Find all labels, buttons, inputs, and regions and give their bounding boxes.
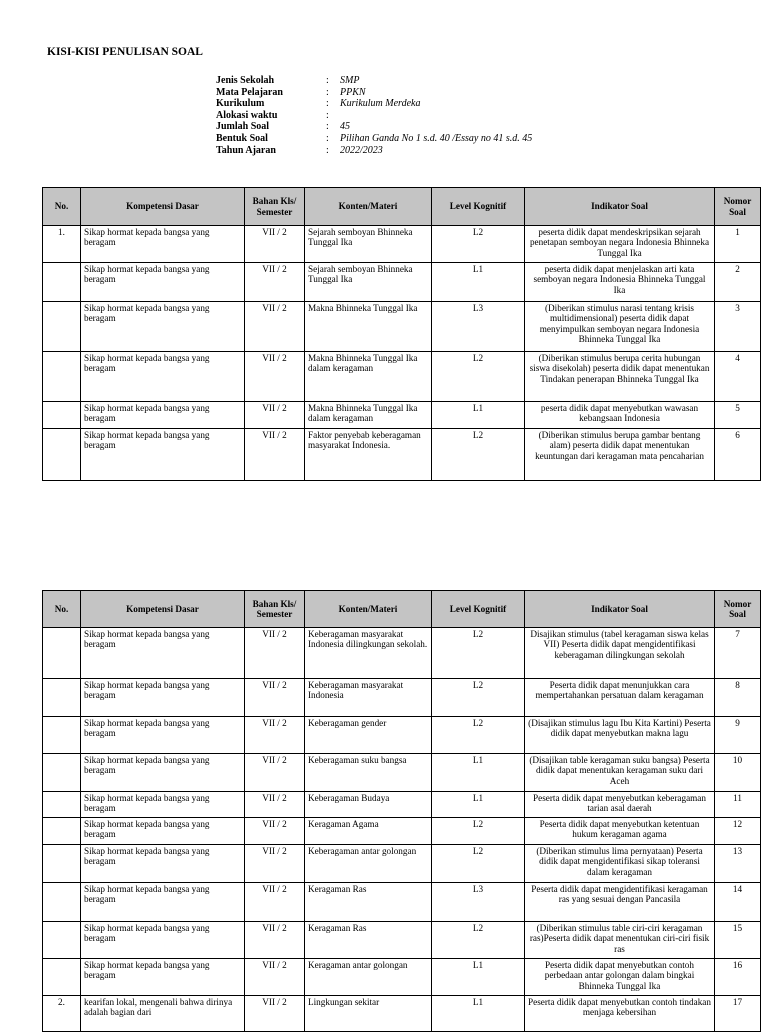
cell-kls: VII / 2 (245, 226, 305, 263)
cell-level: L1 (432, 402, 525, 429)
table-row (43, 263, 761, 302)
cell-kd: Sikap hormat kepada bangsa yang beragam (81, 429, 245, 481)
cell-indikator: peserta didik dapat menjelaskan arti kata semboyan negara Indonesia Bhinneka Tunggal Ika (525, 263, 715, 302)
cell-level: L2 (432, 628, 525, 679)
header-level: Level Kognitif (432, 591, 525, 628)
cell-materi: Sejarah semboyan Bhinneka Tunggal Ika (305, 226, 432, 263)
cell-nomor: 9 (715, 717, 761, 754)
cell-kls: VII / 2 (245, 922, 305, 959)
cell-level: L2 (432, 717, 525, 754)
meta-label: Mata Pelajaran (216, 86, 283, 98)
cell-no (43, 263, 81, 302)
cell-kd: Sikap hormat kepada bangsa yang beragam (81, 883, 245, 922)
cell-level: L2 (432, 679, 525, 717)
cell-indikator: (Diberikan stimulus berupa cerita hubungan siswa disekolah) peserta didik dapat menentukan Tindakan penerapan Bhinneka Tunggal Ika (525, 352, 715, 402)
table-row (43, 996, 761, 1032)
cell-kd: Sikap hormat kepada bangsa yang beragam (81, 263, 245, 302)
cell-kls: VII / 2 (245, 402, 305, 429)
table-row (43, 883, 761, 922)
table-row (43, 302, 761, 352)
meta-label: Alokasi waktu (216, 109, 278, 121)
cell-indikator: Peserta didik dapat menunjukkan cara mempertahankan persatuan dalam keragaman (525, 679, 715, 717)
meta-row (216, 87, 532, 99)
cell-kd: Sikap hormat kepada bangsa yang beragam (81, 628, 245, 679)
meta-label: Bentuk Soal (216, 132, 268, 144)
cell-no (43, 818, 81, 845)
header-kls: Bahan Kls/ Semester (245, 188, 305, 226)
header-kls: Bahan Kls/ Semester (245, 591, 305, 628)
cell-nomor: 8 (715, 679, 761, 717)
meta-value: 2022/2023 (340, 144, 383, 156)
cell-materi: Keragaman Ras (305, 883, 432, 922)
header-no: No. (43, 188, 81, 226)
table-row (43, 818, 761, 845)
meta-separator: : (326, 144, 329, 156)
cell-nomor: 12 (715, 818, 761, 845)
cell-no (43, 792, 81, 818)
cell-no: 2. (43, 996, 81, 1032)
cell-materi: Sejarah semboyan Bhinneka Tunggal Ika (305, 263, 432, 302)
cell-nomor: 11 (715, 792, 761, 818)
cell-kd: Sikap hormat kepada bangsa yang beragam (81, 226, 245, 263)
cell-indikator: Peserta didik dapat menyebutkan ketentuan hukum keragaman agama (525, 818, 715, 845)
cell-kls: VII / 2 (245, 263, 305, 302)
meta-separator: : (326, 86, 329, 98)
meta-row (216, 98, 532, 110)
cell-no (43, 628, 81, 679)
table-row (43, 679, 761, 717)
cell-kls: VII / 2 (245, 996, 305, 1032)
cell-level: L2 (432, 352, 525, 402)
cell-indikator: Peserta didik dapat menyebutkan contoh perbedaan antar golongan dalam bingkai Bhinneka Tunggal Ika (525, 959, 715, 996)
meta-row (216, 133, 532, 145)
table-row (43, 352, 761, 402)
cell-no (43, 883, 81, 922)
table-row (43, 959, 761, 996)
cell-indikator: peserta didik dapat menyebutkan wawasan kebangsaan Indonesia (525, 402, 715, 429)
meta-separator: : (326, 132, 329, 144)
table-row (43, 226, 761, 263)
document-title: KISI-KISI PENULISAN SOAL (47, 46, 203, 58)
cell-nomor: 7 (715, 628, 761, 679)
cell-level: L1 (432, 959, 525, 996)
cell-level: L2 (432, 845, 525, 883)
kisi-table-1 (42, 187, 761, 481)
header-materi: Konten/Materi (305, 591, 432, 628)
cell-kd: Sikap hormat kepada bangsa yang beragam (81, 717, 245, 754)
header-level: Level Kognitif (432, 188, 525, 226)
cell-indikator: (Diberikan stimulus berupa gambar bentang alam) peserta didik dapat menentukan keuntungan dari keragaman mata pencaharian (525, 429, 715, 481)
table-row (43, 628, 761, 679)
cell-level: L1 (432, 263, 525, 302)
cell-level: L1 (432, 996, 525, 1032)
table-row (43, 717, 761, 754)
meta-row (216, 110, 532, 122)
cell-kls: VII / 2 (245, 302, 305, 352)
cell-nomor: 10 (715, 754, 761, 792)
cell-nomor: 16 (715, 959, 761, 996)
cell-no (43, 302, 81, 352)
header-materi: Konten/Materi (305, 188, 432, 226)
cell-materi: Keberagaman masyarakat Indonesia dilingkungan sekolah. (305, 628, 432, 679)
meta-row (216, 75, 532, 87)
cell-materi: Keragaman Agama (305, 818, 432, 845)
cell-kd: Sikap hormat kepada bangsa yang beragam (81, 302, 245, 352)
table-row (43, 922, 761, 959)
cell-indikator: (Diberikan stimulus narasi tentang krisis multidimensional) peserta didik dapat menyimpulkan semboyan negara Indonesia Bhinneka Tunggal Ika (525, 302, 715, 352)
table-row (43, 402, 761, 429)
header-nomor: Nomor Soal (715, 591, 761, 628)
cell-materi: Faktor penyebab keberagaman masyarakat Indonesia. (305, 429, 432, 481)
cell-level: L2 (432, 922, 525, 959)
meta-value: Pilihan Ganda No 1 s.d. 40 /Essay no 41 s.d. 45 (340, 132, 533, 144)
header-kompetensi: Kompetensi Dasar (81, 188, 245, 226)
meta-value: 45 (340, 121, 350, 133)
cell-no (43, 845, 81, 883)
cell-indikator: (Diberikan stimulus table ciri-ciri keragaman ras)Peserta didik dapat menentukan ciri-ciri fisik ras (525, 922, 715, 959)
meta-value: Kurikulum Merdeka (340, 98, 421, 110)
cell-kls: VII / 2 (245, 754, 305, 792)
cell-kd: Sikap hormat kepada bangsa yang beragam (81, 845, 245, 883)
cell-nomor: 1 (715, 226, 761, 263)
kisi-table-2 (42, 590, 761, 1032)
cell-kd: Sikap hormat kepada bangsa yang beragam (81, 818, 245, 845)
cell-level: L1 (432, 792, 525, 818)
cell-materi: Lingkungan sekitar (305, 996, 432, 1032)
cell-no (43, 402, 81, 429)
cell-level: L1 (432, 754, 525, 792)
cell-nomor: 5 (715, 402, 761, 429)
cell-indikator: peserta didik dapat mendeskripsikan sejarah penetapan semboyan negara Indonesia Bhinneka Tunggal Ika (525, 226, 715, 263)
cell-indikator: (Disajikan table keragaman suku bangsa) Peserta didik dapat menentukan keragaman suku dari Aceh (525, 754, 715, 792)
cell-level: L3 (432, 883, 525, 922)
cell-level: L2 (432, 818, 525, 845)
cell-materi: Keberagaman suku bangsa (305, 754, 432, 792)
meta-value: PPKN (340, 86, 366, 98)
table-row (43, 429, 761, 481)
cell-nomor: 6 (715, 429, 761, 481)
cell-materi: Keberagaman antar golongan (305, 845, 432, 883)
cell-nomor: 14 (715, 883, 761, 922)
cell-kd: Sikap hormat kepada bangsa yang beragam (81, 792, 245, 818)
cell-no (43, 679, 81, 717)
cell-nomor: 15 (715, 922, 761, 959)
header-no: No. (43, 591, 81, 628)
meta-separator: : (326, 75, 329, 86)
cell-no (43, 352, 81, 402)
cell-indikator: (Disajikan stimulus lagu Ibu Kita Kartini) Peserta didik dapat menyebutkan makna lagu (525, 717, 715, 754)
header-kompetensi: Kompetensi Dasar (81, 591, 245, 628)
cell-materi: Makna Bhinneka Tunggal Ika (305, 302, 432, 352)
cell-no (43, 922, 81, 959)
header-nomor: Nomor Soal (715, 188, 761, 226)
cell-nomor: 3 (715, 302, 761, 352)
meta-separator: : (326, 98, 329, 110)
cell-kls: VII / 2 (245, 959, 305, 996)
table-row (43, 754, 761, 792)
cell-no (43, 754, 81, 792)
header-indikator: Indikator Soal (525, 591, 715, 628)
meta-row (216, 121, 532, 133)
meta-label: Jenis Sekolah (216, 75, 275, 86)
meta-label: Kurikulum (216, 98, 265, 110)
meta-separator: : (326, 121, 329, 133)
cell-kd: Sikap hormat kepada bangsa yang beragam (81, 922, 245, 959)
cell-materi: Keragaman Ras (305, 922, 432, 959)
cell-materi: Keberagaman Budaya (305, 792, 432, 818)
cell-no (43, 959, 81, 996)
cell-kd: Sikap hormat kepada bangsa yang beragam (81, 352, 245, 402)
cell-kd: Sikap hormat kepada bangsa yang beragam (81, 754, 245, 792)
cell-kd: kearifan lokal, mengenali bahwa dirinya adalah bagian dari (81, 996, 245, 1032)
cell-no (43, 717, 81, 754)
cell-kls: VII / 2 (245, 429, 305, 481)
cell-indikator: (Diberikan stimulus lima pernyataan) Peserta didik dapat mengidentifikasi sikap toleransi dalam keragaman (525, 845, 715, 883)
cell-kls: VII / 2 (245, 818, 305, 845)
cell-level: L2 (432, 226, 525, 263)
cell-indikator: Disajikan stimulus (tabel keragaman siswa kelas VII) Peserta didik dapat mengidentifikasi keberagaman dilingkungan sekolah (525, 628, 715, 679)
cell-no (43, 429, 81, 481)
cell-nomor: 4 (715, 352, 761, 402)
cell-kd: Sikap hormat kepada bangsa yang beragam (81, 679, 245, 717)
cell-level: L3 (432, 302, 525, 352)
cell-nomor: 17 (715, 996, 761, 1032)
header-indikator: Indikator Soal (525, 188, 715, 226)
cell-level: L2 (432, 429, 525, 481)
cell-kd: Sikap hormat kepada bangsa yang beragam (81, 402, 245, 429)
cell-kls: VII / 2 (245, 845, 305, 883)
meta-separator: : (326, 109, 329, 121)
cell-kls: VII / 2 (245, 679, 305, 717)
cell-kd: Sikap hormat kepada bangsa yang beragam (81, 959, 245, 996)
meta-label: Jumlah Soal (216, 121, 270, 133)
cell-kls: VII / 2 (245, 352, 305, 402)
meta-row (216, 145, 532, 157)
meta-value: SMP (340, 75, 360, 86)
cell-kls: VII / 2 (245, 717, 305, 754)
cell-materi: Makna Bhinneka Tunggal Ika dalam keragaman (305, 352, 432, 402)
cell-indikator: Peserta didik dapat menyebutkan keberagaman tarian asal daerah (525, 792, 715, 818)
cell-materi: Keberagaman masyarakat Indonesia (305, 679, 432, 717)
cell-materi: Keragaman antar golongan (305, 959, 432, 996)
cell-kls: VII / 2 (245, 792, 305, 818)
table-row (43, 845, 761, 883)
cell-nomor: 2 (715, 263, 761, 302)
cell-indikator: Peserta didik dapat menyebutkan contoh tindakan menjaga kebersihan (525, 996, 715, 1032)
cell-indikator: Peserta didik dapat mengidentifikasi keragaman ras yang sesuai dengan Pancasila (525, 883, 715, 922)
meta-info (216, 75, 532, 156)
table-header-row (43, 591, 761, 628)
meta-label: Tahun Ajaran (216, 144, 276, 156)
table-header-row (43, 188, 761, 226)
cell-materi: Makna Bhinneka Tunggal Ika dalam keragaman (305, 402, 432, 429)
cell-materi: Keberagaman gender (305, 717, 432, 754)
cell-nomor: 13 (715, 845, 761, 883)
cell-kls: VII / 2 (245, 883, 305, 922)
table-row (43, 792, 761, 818)
cell-no: 1. (43, 226, 81, 263)
cell-kls: VII / 2 (245, 628, 305, 679)
